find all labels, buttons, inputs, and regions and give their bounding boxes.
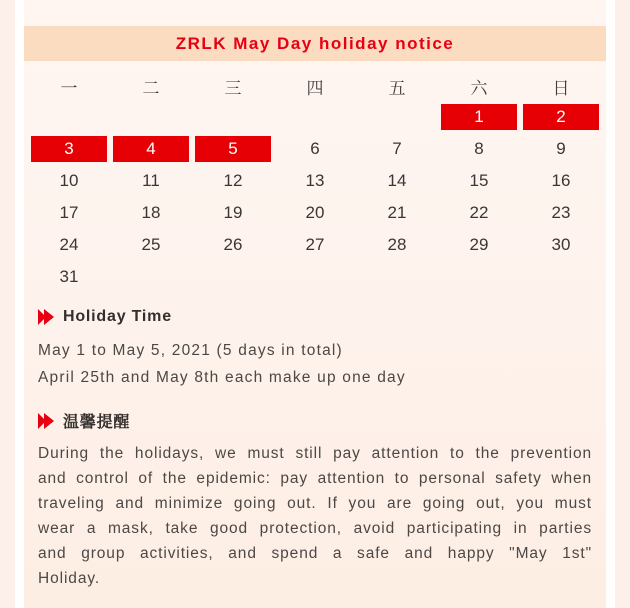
calendar-day: 16: [551, 171, 571, 190]
calendar-day: 6: [310, 139, 320, 158]
calendar-day: 31: [59, 267, 79, 286]
calendar-day: [28, 101, 110, 133]
weekday-label: 五: [388, 78, 406, 98]
calendar-day: 30: [551, 235, 571, 254]
calendar-day-highlight: 4: [113, 136, 189, 162]
calendar-day: [274, 101, 356, 133]
notice-panel: [24, 0, 606, 608]
calendar-day: [356, 101, 438, 133]
weekday-label: 六: [470, 78, 488, 98]
calendar-day: 10: [59, 171, 79, 190]
calendar-day: 19: [223, 203, 243, 222]
calendar-day-highlight: 1: [441, 104, 517, 130]
weekday-label: 二: [142, 78, 160, 98]
weekday-label: 一: [60, 78, 78, 98]
calendar-day-highlight: 5: [195, 136, 271, 162]
calendar-day: 27: [305, 235, 325, 254]
section-title: Holiday Time: [63, 308, 172, 325]
section-title: 温馨提醒: [63, 414, 131, 431]
calendar-day-highlight: 3: [31, 136, 107, 162]
calendar-day: [274, 261, 356, 293]
calendar-day: 22: [469, 203, 489, 222]
notice-header: [24, 26, 606, 61]
calendar-day: [356, 261, 438, 293]
calendar-day: [520, 101, 602, 133]
calendar-day: 11: [142, 171, 160, 190]
calendar-weekday-row: [28, 71, 602, 101]
makeup-days-line: April 25th and May 8th each make up one day: [38, 369, 406, 386]
left-divider: [15, 0, 24, 608]
calendar-day: 26: [223, 235, 243, 254]
calendar-day: [438, 261, 520, 293]
calendar-day: [28, 133, 110, 165]
calendar-day: 20: [305, 203, 325, 222]
calendar-day: 18: [141, 203, 161, 222]
notice-sections: [24, 308, 606, 591]
calendar-day: 29: [469, 235, 489, 254]
weekday-label: 四: [306, 78, 324, 98]
calendar-day: [192, 101, 274, 133]
calendar-day: 15: [469, 171, 489, 190]
holiday-time-heading: [38, 308, 592, 326]
calendar-day: 28: [387, 235, 407, 254]
holiday-dates-line: May 1 to May 5, 2021 (5 days in total): [38, 342, 343, 359]
calendar-grid: [28, 101, 602, 293]
holiday-time-body: [38, 337, 592, 391]
calendar-day: 17: [59, 203, 79, 222]
calendar-day: 21: [387, 203, 407, 222]
calendar-day: 24: [59, 235, 79, 254]
double-arrow-icon: [44, 413, 54, 429]
reminder-heading: [38, 409, 592, 432]
calendar-day: [438, 101, 520, 133]
calendar-day: 25: [141, 235, 161, 254]
calendar-day: [110, 133, 192, 165]
calendar-day: 23: [551, 203, 571, 222]
calendar-day: [110, 261, 192, 293]
calendar-day: 13: [305, 171, 325, 190]
page-title: ZRLK May Day holiday notice: [175, 33, 455, 53]
calendar-day: 8: [474, 139, 484, 158]
calendar-day: [520, 261, 602, 293]
may-calendar: [24, 61, 606, 293]
weekday-label: 三: [224, 78, 242, 98]
calendar-day: [110, 101, 192, 133]
calendar-day: 12: [223, 171, 243, 190]
weekday-label: 日: [552, 78, 570, 98]
calendar-day: 9: [556, 139, 566, 158]
double-arrow-icon: [44, 309, 54, 325]
calendar-day: [192, 133, 274, 165]
calendar-day: 7: [392, 139, 402, 158]
calendar-day: 14: [387, 171, 407, 190]
calendar-day: [192, 261, 274, 293]
right-divider: [606, 0, 615, 608]
reminder-paragraph: During the holidays, we must still pay attention to the prevention and control of the epidemic: pay attention to personal safety when traveling and minimize going out. If you are going out, you must wear a mask, take good protection, avoid participating in parties and group activities, and spend a safe and happy "May 1st" Holiday.: [38, 445, 592, 587]
calendar-day-highlight: 2: [523, 104, 599, 130]
